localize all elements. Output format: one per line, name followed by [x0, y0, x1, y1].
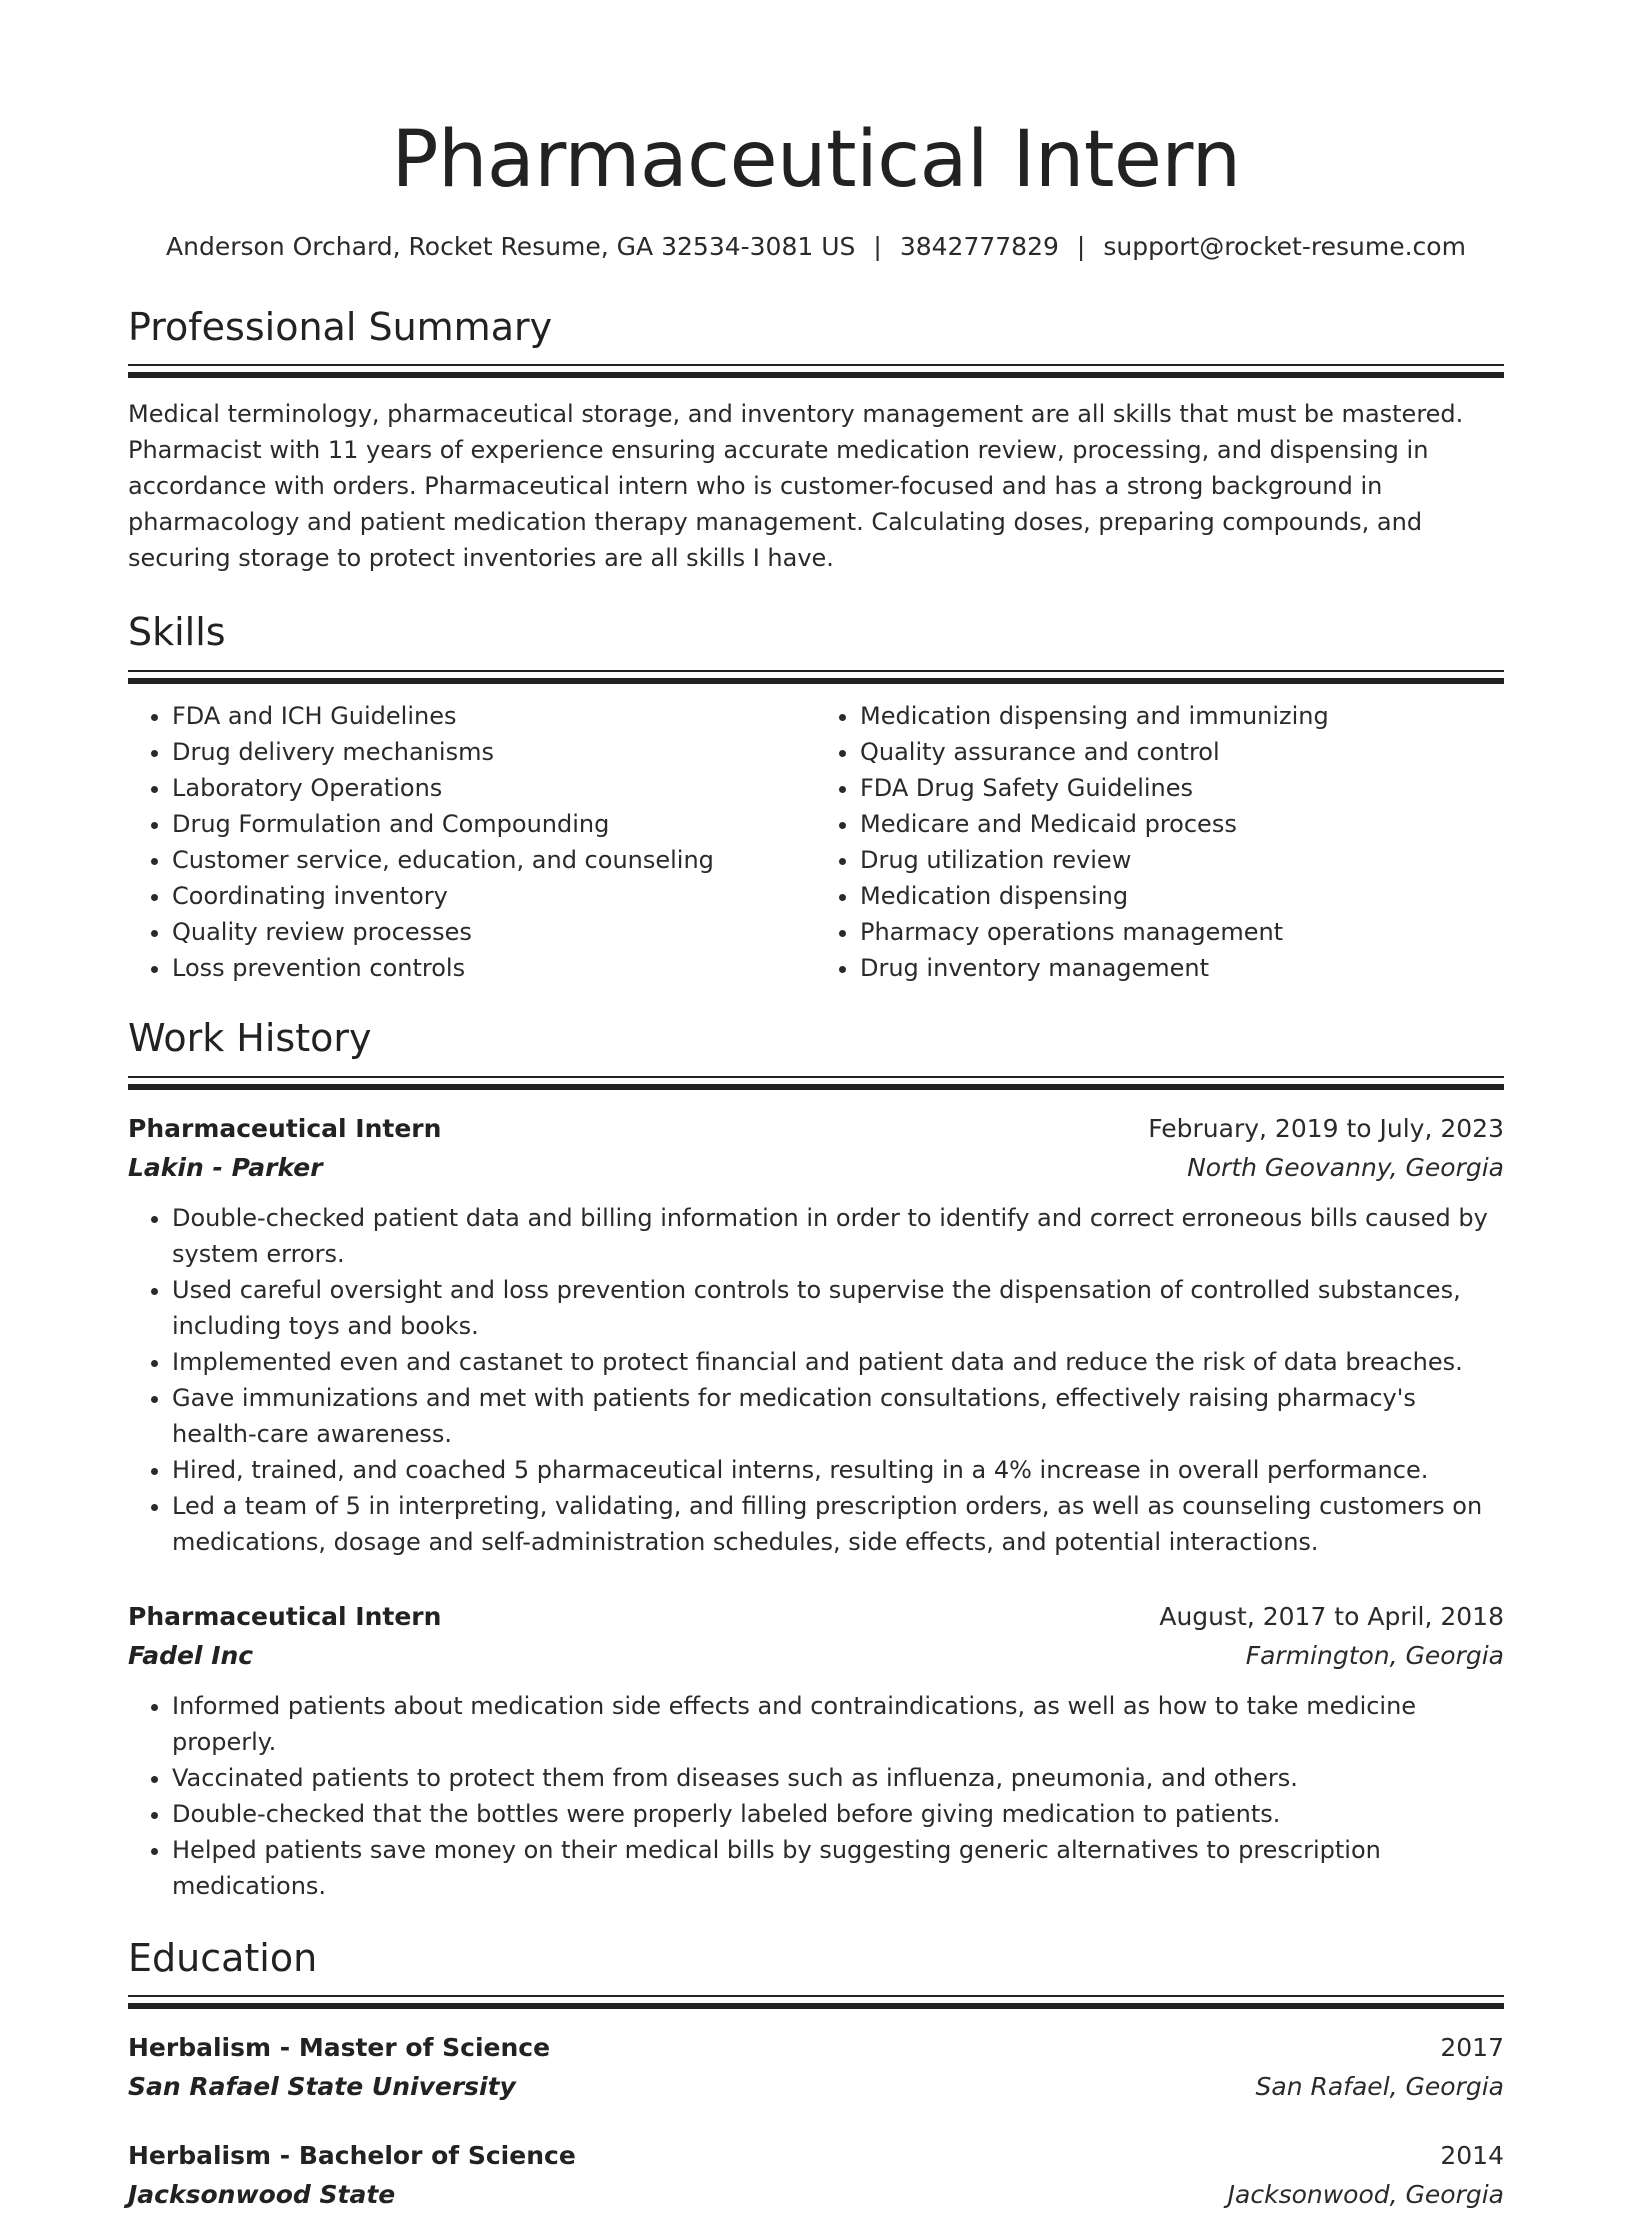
job-bullet: • Led a team of 5 in interpreting, validating, and filling prescription orders, as well as counseling customers on medications, dosage and self-administration schedules, side effects, and potential interactions. — [172, 1488, 1504, 1560]
section-divider — [128, 364, 1504, 378]
section-divider — [128, 670, 1504, 684]
job-entry — [128, 1598, 1504, 1904]
job-company-row — [128, 1636, 1504, 1676]
skill-item: • Medicare and Medicaid process — [860, 806, 1504, 842]
job-header-row — [128, 1598, 1504, 1636]
job-location: Farmington, Georgia — [1245, 1640, 1504, 1670]
skill-item: • Medication dispensing — [860, 878, 1504, 914]
job-dates: February, 2019 to July, 2023 — [1148, 1113, 1504, 1143]
summary-text: Medical terminology, pharmaceutical storage, and inventory management are all skills that must be mastered. Pharmacist with 11 years of experience ensuring accurate medication review, processing, and dispensing in accordance with orders. Pharmaceutical intern who is customer-focused and has a strong background in pharmacology and patient medication therapy management. Calculating doses, preparing compounds, and securing storage to protect inventories are all skills I have. — [128, 400, 1464, 573]
education-degree: Herbalism - Master of Science — [128, 2033, 551, 2063]
education-header-row — [128, 2137, 1504, 2175]
job-company-row — [128, 1148, 1504, 1188]
education-school: San Rafael State University — [128, 2072, 516, 2102]
contact-phone: 3842777829 — [899, 231, 1059, 261]
job-title: Pharmaceutical Intern — [128, 1601, 442, 1631]
job-bullet: • Helped patients save money on their medical bills by suggesting generic alternatives to prescription medications. — [172, 1832, 1504, 1904]
job-header-row — [128, 1110, 1504, 1148]
resume-page — [128, 115, 1504, 2215]
skills-column-right — [816, 698, 1504, 986]
contact-email: support@rocket-resume.com — [1103, 231, 1466, 261]
education-header-row — [128, 2029, 1504, 2067]
contact-separator: | — [873, 231, 882, 261]
skill-item: • Medication dispensing and immunizing — [860, 698, 1504, 734]
education-title: Education — [128, 1935, 318, 1980]
skill-item: • Laboratory Operations — [172, 770, 816, 806]
job-bullet: • Informed patients about medication side effects and contraindications, as well as how to take medicine properly. — [172, 1688, 1504, 1760]
section-divider — [128, 1995, 1504, 2009]
job-bullet: • Implemented even and castanet to protect financial and patient data and reduce the risk of data breaches. — [172, 1344, 1504, 1380]
job-bullet: • Double-checked patient data and billing information in order to identify and correct erroneous bills caused by system errors. — [172, 1200, 1504, 1272]
education-school-row — [128, 2175, 1504, 2215]
education-year: 2017 — [1440, 2033, 1504, 2063]
job-bullet: • Vaccinated patients to protect them from diseases such as influenza, pneumonia, and others. — [172, 1760, 1504, 1796]
skills-column-left — [128, 698, 816, 986]
job-bullet: • Used careful oversight and loss prevention controls to supervise the dispensation of controlled substances, including toys and books. — [172, 1272, 1504, 1344]
job-company: Lakin - Parker — [128, 1152, 323, 1182]
job-entry — [128, 1110, 1504, 1560]
work-history-title: Work History — [128, 1015, 372, 1060]
contact-address: Anderson Orchard, Rocket Resume, GA 32534-3081 US — [166, 231, 856, 261]
education-section — [128, 1936, 1504, 2215]
job-title: Pharmaceutical Intern — [128, 1113, 442, 1143]
job-bullet: • Double-checked that the bottles were properly labeled before giving medication to patients. — [172, 1796, 1504, 1832]
skills-title: Skills — [128, 610, 226, 655]
skill-item: • Quality assurance and control — [860, 734, 1504, 770]
contact-line — [128, 232, 1504, 261]
education-year: 2014 — [1440, 2141, 1504, 2171]
summary-title: Professional Summary — [128, 304, 553, 349]
resume-name: Pharmaceutical Intern — [391, 115, 1241, 205]
job-dates: August, 2017 to April, 2018 — [1159, 1601, 1504, 1631]
skill-item: • Drug delivery mechanisms — [172, 734, 816, 770]
skill-item: • Drug inventory management — [860, 950, 1504, 986]
education-school: Jacksonwood State — [128, 2180, 396, 2210]
skill-item: • Quality review processes — [172, 914, 816, 950]
skill-item: • Coordinating inventory — [172, 878, 816, 914]
work-history-section — [128, 1016, 1504, 1904]
skill-item: • Pharmacy operations management — [860, 914, 1504, 950]
skill-item: • FDA Drug Safety Guidelines — [860, 770, 1504, 806]
skill-item: • Drug utilization review — [860, 842, 1504, 878]
skill-item: • Loss prevention controls — [172, 950, 816, 986]
skills-section — [128, 610, 1504, 986]
job-bullets — [128, 1688, 1504, 1904]
education-location: Jacksonwood, Georgia — [1227, 2180, 1504, 2210]
section-divider — [128, 1076, 1504, 1090]
skill-item: • Customer service, education, and counseling — [172, 842, 816, 878]
job-bullet: • Hired, trained, and coached 5 pharmaceutical interns, resulting in a 4% increase in overall performance. — [172, 1452, 1504, 1488]
skills-grid — [128, 698, 1504, 986]
skill-item: • FDA and ICH Guidelines — [172, 698, 816, 734]
education-entry — [128, 2137, 1504, 2215]
skill-item: • Drug Formulation and Compounding — [172, 806, 816, 842]
summary-section — [128, 305, 1504, 577]
education-entry — [128, 2029, 1504, 2107]
job-bullets — [128, 1200, 1504, 1560]
education-location: San Rafael, Georgia — [1255, 2072, 1504, 2102]
contact-separator: | — [1076, 231, 1086, 261]
job-bullet: • Gave immunizations and met with patients for medication consultations, effectively raising pharmacy's health-care awareness. — [172, 1380, 1504, 1452]
education-school-row — [128, 2067, 1504, 2107]
education-degree: Herbalism - Bachelor of Science — [128, 2141, 576, 2171]
job-location: North Geovanny, Georgia — [1187, 1152, 1504, 1182]
job-company: Fadel Inc — [128, 1640, 254, 1670]
